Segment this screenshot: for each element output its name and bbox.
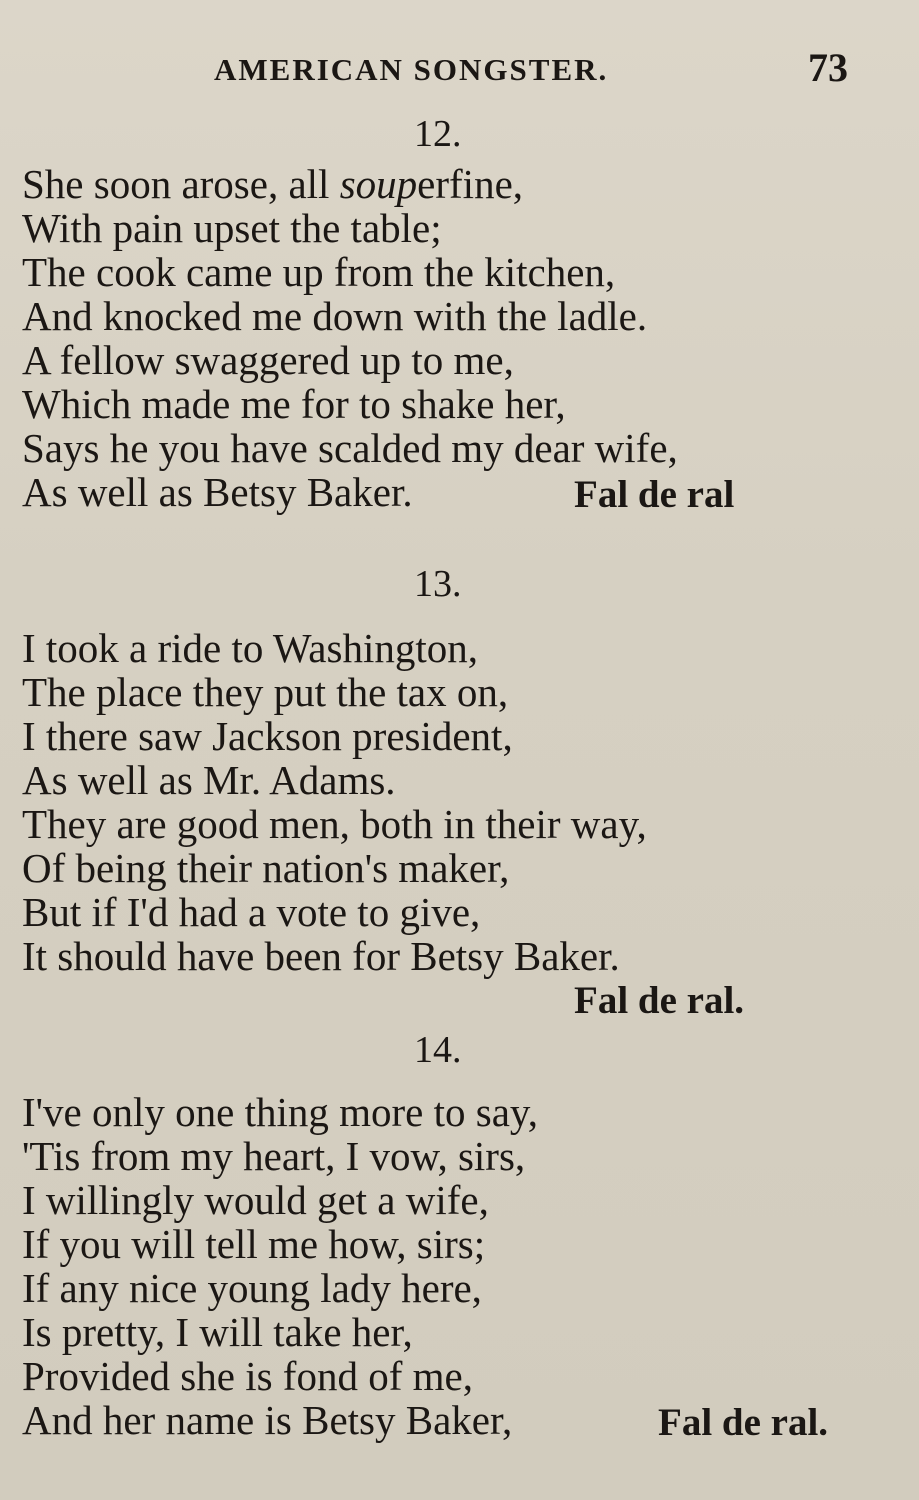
verse-line: I willingly would get a wife, — [22, 1177, 489, 1223]
page-number: 73 — [808, 45, 848, 90]
verse-line: As well as Mr. Adams. — [22, 757, 396, 803]
verse-line: Which made me for to shake her, — [22, 381, 566, 427]
stanza-number: 13. — [414, 563, 462, 605]
verse-line: I've only one thing more to say, — [22, 1089, 538, 1135]
verse-line: As well as Betsy Baker. — [22, 469, 413, 515]
verse-line: They are good men, both in their way, — [22, 801, 647, 847]
verse-line: I took a ride to Washington, — [22, 625, 478, 671]
stanza-number: 12. — [414, 113, 462, 155]
verse-line: Is pretty, I will take her, — [22, 1309, 413, 1355]
verse-line: Says he you have scalded my dear wife, — [22, 425, 678, 471]
verse-line: The cook came up from the kitchen, — [22, 249, 616, 295]
refrain: Fal de ral. — [574, 979, 745, 1022]
verse-line: And knocked me down with the ladle. — [22, 293, 648, 339]
refrain: Fal de ral — [574, 473, 735, 516]
verse-line: A fellow swaggered up to me, — [22, 337, 514, 383]
verse-line: If any nice young lady here, — [22, 1265, 482, 1311]
verse-line: But if I'd had a vote to give, — [22, 889, 481, 935]
verse-line: And her name is Betsy Baker, — [22, 1397, 513, 1443]
verse-line: Of being their nation's maker, — [22, 845, 510, 891]
verse-line: The place they put the tax on, — [22, 669, 509, 715]
verse-line: If you will tell me how, sirs; — [22, 1221, 486, 1267]
stanza-13 — [22, 562, 882, 1032]
page-header — [0, 44, 919, 100]
verse-line: She soon arose, all souperfine, — [22, 161, 524, 207]
running-title: AMERICAN SONGSTER. — [214, 52, 609, 87]
stanza-14 — [22, 1028, 882, 1458]
verse-line: It should have been for Betsy Baker. — [22, 933, 620, 979]
verse-line: 'Tis from my heart, I vow, sirs, — [22, 1133, 526, 1179]
stanza-number: 14. — [414, 1029, 462, 1071]
stanza-12 — [22, 112, 882, 532]
refrain: Fal de ral. — [658, 1401, 829, 1444]
verse-line: With pain upset the table; — [22, 205, 442, 251]
verse-line: I there saw Jackson president, — [22, 713, 513, 759]
verse-line: Provided she is fond of me, — [22, 1353, 473, 1399]
